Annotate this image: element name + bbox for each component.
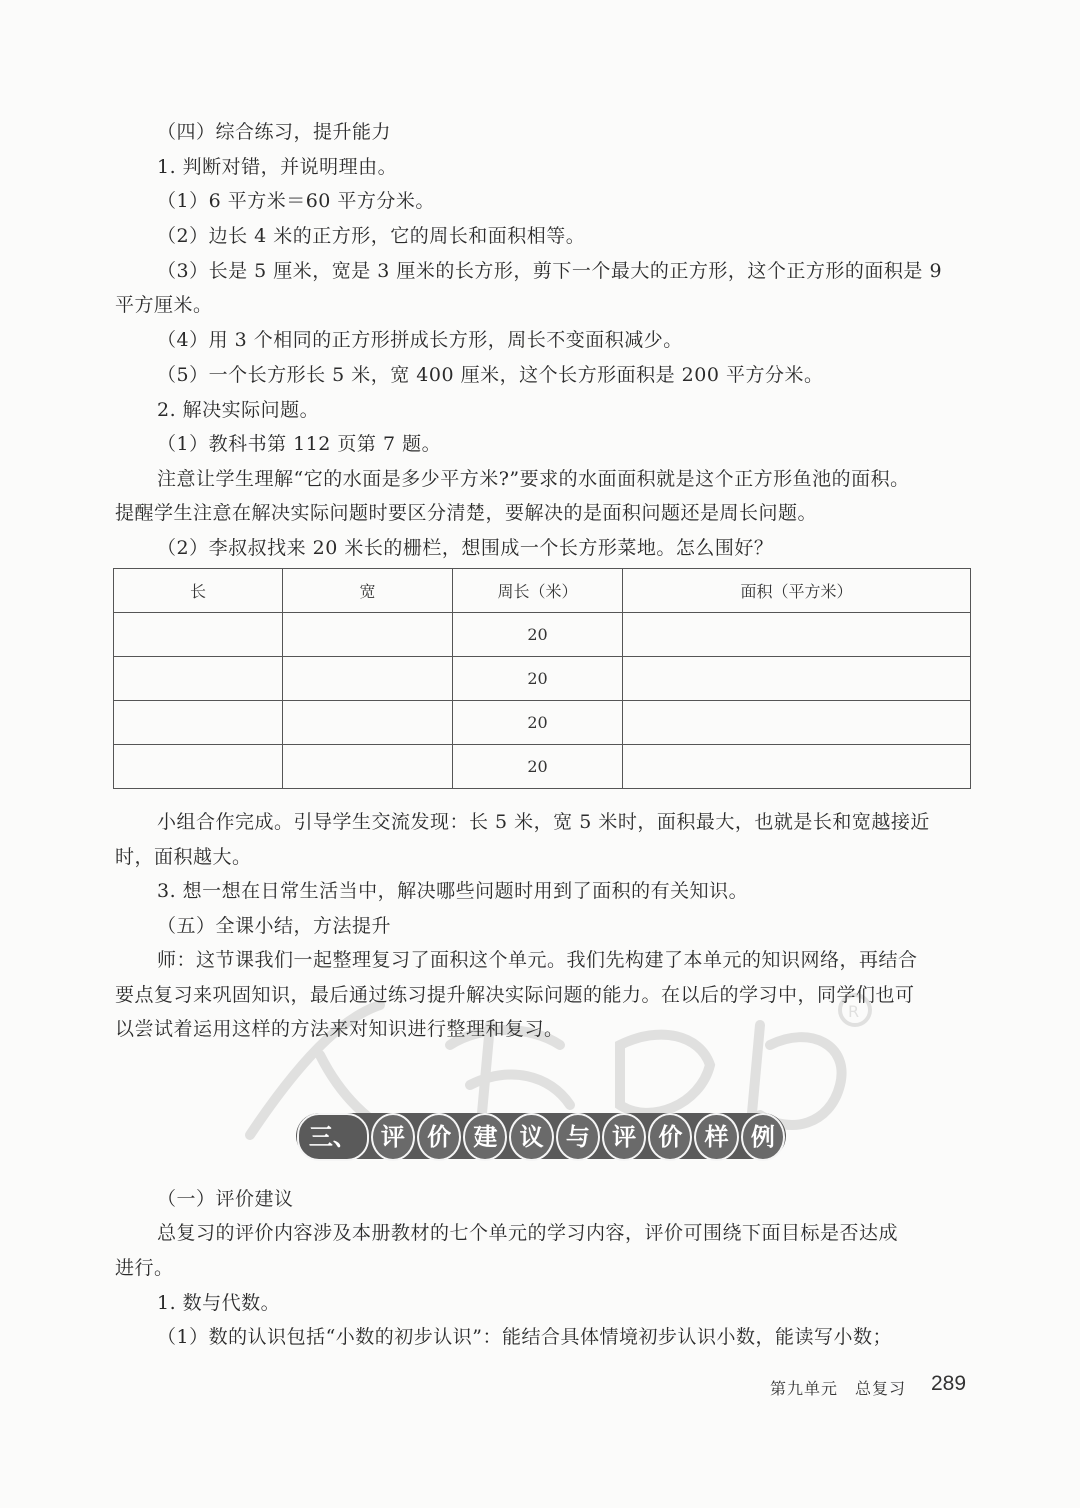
note-paragraph-line-2: 提醒学生注意在解决实际问题时要区分清楚，要解决的是面积问题还是周长问题。 — [115, 502, 818, 524]
table-row — [114, 745, 971, 789]
exercise-1-title: 1. 判断对错，并说明理由。 — [157, 156, 398, 178]
banner-char: 价 — [417, 1113, 461, 1161]
group-work-line-1: 小组合作完成。引导学生交流发现：长 5 米，宽 5 米时，面积最大，也就是长和宽越接近 — [157, 811, 930, 833]
header-length: 长 — [114, 569, 283, 613]
exercise-1-item-3-cont: 平方厘米。 — [115, 294, 213, 316]
exercise-1-item-4: （4）用 3 个相同的正方形拼成长方形，周长不变面积减少。 — [157, 329, 683, 351]
heading-summary: （五）全课小结，方法提升 — [157, 915, 392, 937]
cell-length — [114, 613, 283, 657]
evaluation-line-1: 总复习的评价内容涉及本册教材的七个单元的学习内容，评价可围绕下面目标是否达成 — [157, 1222, 899, 1244]
svg-text:R: R — [848, 1002, 860, 1021]
header-width: 宽 — [283, 569, 453, 613]
page-number: 289 — [931, 1372, 967, 1395]
summary-line-1: 师：这节课我们一起整理复习了面积这个单元。我们先构建了本单元的知识网络，再结合 — [157, 949, 918, 971]
running-footer: 第九单元 总复习 — [770, 1379, 907, 1398]
exercise-1-item-2: （2）边长 4 米的正方形，它的周长和面积相等。 — [157, 225, 586, 247]
summary-line-2: 要点复习来巩固知识，最后通过练习提升解决实际问题的能力。在以后的学习中，同学们也可 — [115, 984, 915, 1006]
exercise-1-item-3: （3）长是 5 厘米，宽是 3 厘米的长方形，剪下一个最大的正方形，这个正方形的面积是 9 — [157, 260, 943, 282]
cell-perimeter: 20 — [453, 701, 623, 745]
heading-integrated-practice: （四）综合练习，提升能力 — [157, 121, 392, 143]
note-paragraph-line-1: 注意让学生理解“它的水面是多少平方米?”要求的水面面积就是这个正方形鱼池的面积。 — [157, 468, 910, 490]
numbers-algebra-title: 1. 数与代数。 — [157, 1292, 281, 1314]
cell-length — [114, 745, 283, 789]
cell-width — [283, 657, 453, 701]
cell-area — [623, 657, 971, 701]
fence-area-table — [113, 568, 971, 789]
cell-width — [283, 745, 453, 789]
group-work-line-2: 时，面积越大。 — [115, 846, 252, 868]
evaluation-line-2: 进行。 — [115, 1257, 174, 1279]
exercise-3: 3. 想一想在日常生活当中，解决哪些问题时用到了面积的有关知识。 — [157, 880, 749, 902]
cell-area — [623, 745, 971, 789]
banner-char: 价 — [648, 1113, 692, 1161]
cell-area — [623, 613, 971, 657]
banner-char: 与 — [556, 1113, 600, 1161]
exercise-2-title: 2. 解决实际问题。 — [157, 399, 320, 421]
cell-width — [283, 701, 453, 745]
header-area: 面积（平方米） — [623, 569, 971, 613]
banner-char: 三、 — [297, 1113, 369, 1161]
numbers-algebra-item-1: （1）数的认识包括“小数的初步认识”：能结合具体情境初步认识小数，能读写小数； — [157, 1326, 893, 1348]
banner-char: 评 — [602, 1113, 646, 1161]
cell-area — [623, 701, 971, 745]
banner-char: 建 — [463, 1113, 507, 1161]
banner-char: 样 — [694, 1113, 738, 1161]
exercise-1-item-5: （5）一个长方形长 5 米，宽 400 厘米，这个长方形面积是 200 平方分米。 — [157, 364, 824, 386]
banner-char: 议 — [509, 1113, 553, 1161]
table-row — [114, 701, 971, 745]
table-row — [114, 657, 971, 701]
cell-perimeter: 20 — [453, 657, 623, 701]
section-banner — [296, 1110, 786, 1164]
table-row — [114, 613, 971, 657]
exercise-2-item-2: （2）李叔叔找来 20 米长的栅栏，想围成一个长方形菜地。怎么围好？ — [157, 537, 774, 559]
table-header-row — [114, 569, 971, 613]
heading-evaluation-suggestions: （一）评价建议 — [157, 1188, 294, 1210]
banner-char: 例 — [741, 1113, 785, 1161]
cell-perimeter: 20 — [453, 745, 623, 789]
cell-width — [283, 613, 453, 657]
summary-line-3: 以尝试着运用这样的方法来对知识进行整理和复习。 — [115, 1018, 564, 1040]
header-perimeter: 周长（米） — [453, 569, 623, 613]
cell-perimeter: 20 — [453, 613, 623, 657]
exercise-1-item-1: （1）6 平方米＝60 平方分米。 — [157, 190, 435, 212]
cell-length — [114, 701, 283, 745]
cell-length — [114, 657, 283, 701]
banner-char: 评 — [371, 1113, 415, 1161]
exercise-2-item-1: （1）教科书第 112 页第 7 题。 — [157, 433, 442, 455]
